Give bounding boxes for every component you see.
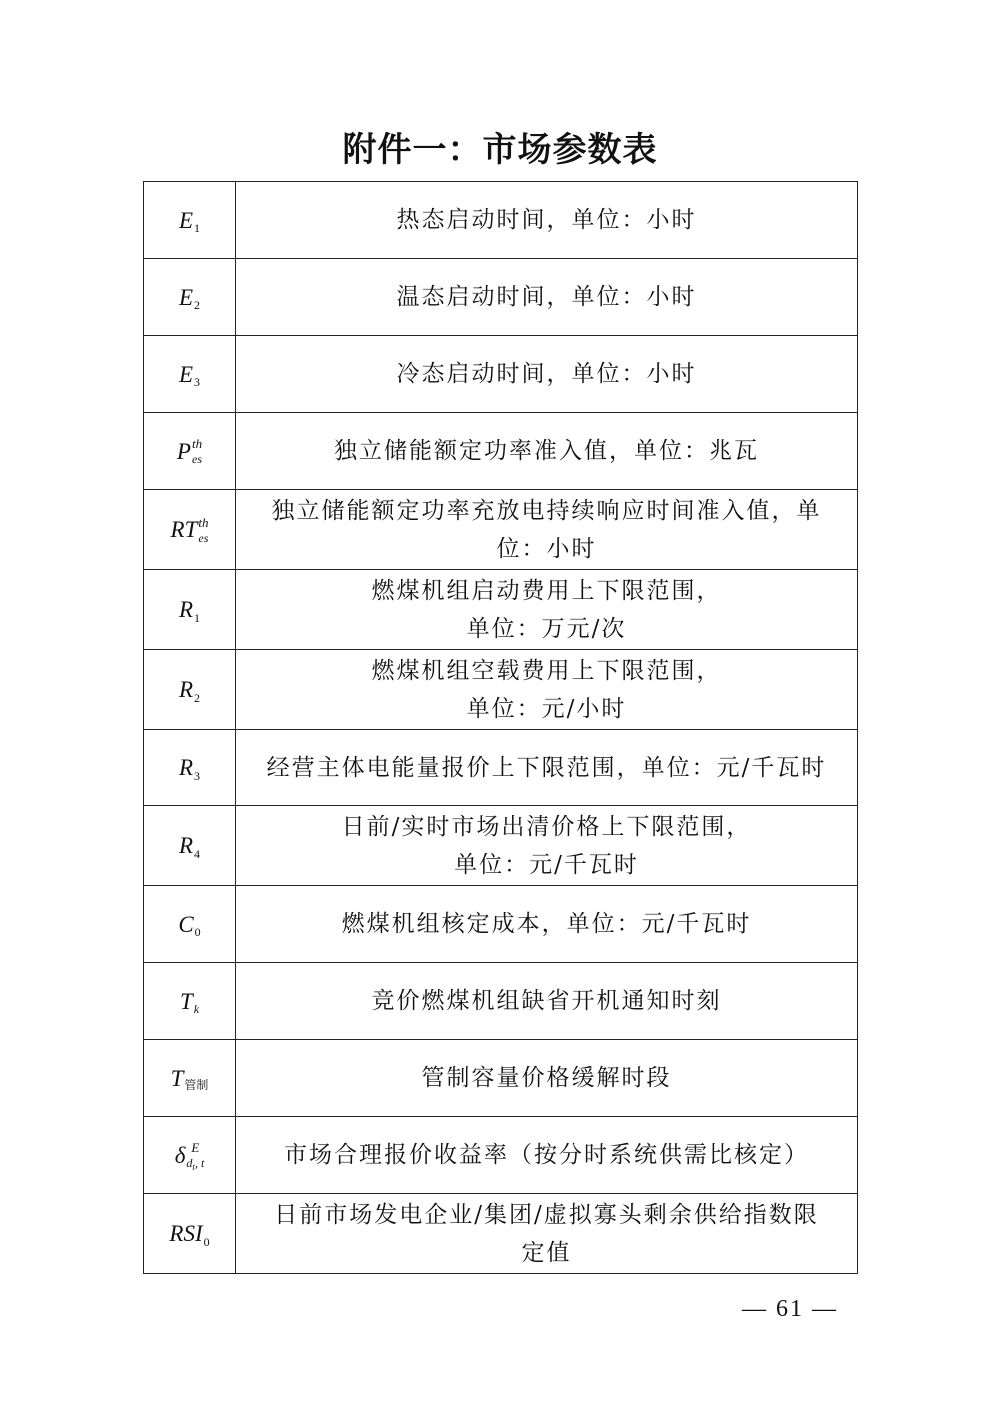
description-cell (236, 570, 858, 650)
table-row (144, 1194, 858, 1274)
symbol-cell (144, 182, 236, 259)
description-line: 燃煤机组核定成本，单位：元/千瓦时 (341, 911, 752, 937)
description-line: 管制容量价格缓解时段 (421, 1065, 672, 1091)
description-line: 燃煤机组启动费用上下限范围， (371, 577, 722, 604)
description-line: 单位：元/千瓦时 (454, 851, 639, 878)
description-line: 竞价燃煤机组缺省开机通知时刻 (371, 988, 722, 1014)
symbol-cell (144, 259, 236, 336)
symbol-cell (144, 806, 236, 886)
symbol-cell (144, 336, 236, 413)
description-cell (236, 259, 858, 336)
symbol-cell (144, 570, 236, 650)
description-line: 单位：元/小时 (466, 695, 627, 722)
description-line: 热态启动时间，单位：小时 (396, 207, 697, 233)
description-line: 独立储能额定功率充放电持续响应时间准入值，单 (271, 497, 822, 524)
symbol-delta: δ E $d_t$, t (174, 1140, 205, 1172)
description-cell (236, 1194, 858, 1274)
symbol-t-regulated: T 管制 (170, 1065, 209, 1092)
symbol-tk: T k (179, 988, 200, 1016)
description-cell (236, 886, 858, 963)
symbol-cell (144, 1040, 236, 1117)
symbol-r3: R 3 (178, 755, 201, 783)
symbol-cell (144, 886, 236, 963)
description-line: 位：小时 (496, 535, 597, 562)
symbol-cell (144, 1194, 236, 1274)
description-cell (236, 650, 858, 730)
table-row (144, 1117, 858, 1194)
symbol-c0: C 0 (178, 911, 201, 939)
description-line: 日前市场发电企业/集团/虚拟寡头剩余供给指数限 (274, 1201, 819, 1228)
description-line: 燃煤机组空载费用上下限范围， (371, 657, 722, 684)
table-row (144, 336, 858, 413)
table-row (144, 886, 858, 963)
description-cell (236, 806, 858, 886)
table-row (144, 1040, 858, 1117)
symbol-r1: R 1 (178, 597, 201, 625)
description-line: 冷态启动时间，单位：小时 (396, 361, 697, 387)
parameter-table (143, 181, 858, 1274)
page-title: 附件一：市场参数表 (342, 130, 658, 170)
description-cell (236, 490, 858, 570)
description-cell (236, 1040, 858, 1117)
symbol-e3: E 3 (178, 361, 201, 389)
description-line: 独立储能额定功率准入值，单位：兆瓦 (334, 438, 759, 464)
symbol-r2: R 2 (178, 677, 201, 705)
description-cell (236, 182, 858, 259)
table-row (144, 570, 858, 650)
description-line: 经营主体电能量报价上下限范围，单位：元/千瓦时 (266, 754, 827, 781)
symbol-e2: E 2 (178, 284, 201, 312)
symbol-rsi0: RSI 0 (169, 1221, 210, 1249)
description-cell (236, 963, 858, 1040)
symbol-cell (144, 1117, 236, 1194)
description-line: 日前/实时市场出清价格上下限范围， (341, 813, 752, 840)
symbol-cell (144, 730, 236, 806)
description-line: 单位：万元/次 (466, 615, 627, 642)
table-row (144, 490, 858, 570)
symbol-rt-es-th: RT th es (170, 514, 209, 545)
table-row (144, 963, 858, 1040)
description-cell (236, 730, 858, 806)
table-row (144, 413, 858, 490)
table-row (144, 650, 858, 730)
description-line: 温态启动时间，单位：小时 (396, 284, 697, 310)
symbol-p-es-th: P th es (176, 436, 203, 466)
description-cell (236, 413, 858, 490)
table-row (144, 259, 858, 336)
description-cell (236, 336, 858, 413)
table-row (144, 806, 858, 886)
symbol-cell (144, 963, 236, 1040)
description-line: 市场合理报价收益率（按分时系统供需比核定） (284, 1142, 809, 1168)
page-number: — 61 — (742, 1296, 838, 1322)
symbol-e1: E 1 (178, 207, 201, 235)
symbol-r4: R 4 (178, 833, 201, 861)
description-line: 定值 (521, 1239, 572, 1266)
symbol-cell (144, 650, 236, 730)
symbol-cell (144, 413, 236, 490)
table-row (144, 182, 858, 259)
symbol-cell (144, 490, 236, 570)
table-row (144, 730, 858, 806)
description-cell (236, 1117, 858, 1194)
